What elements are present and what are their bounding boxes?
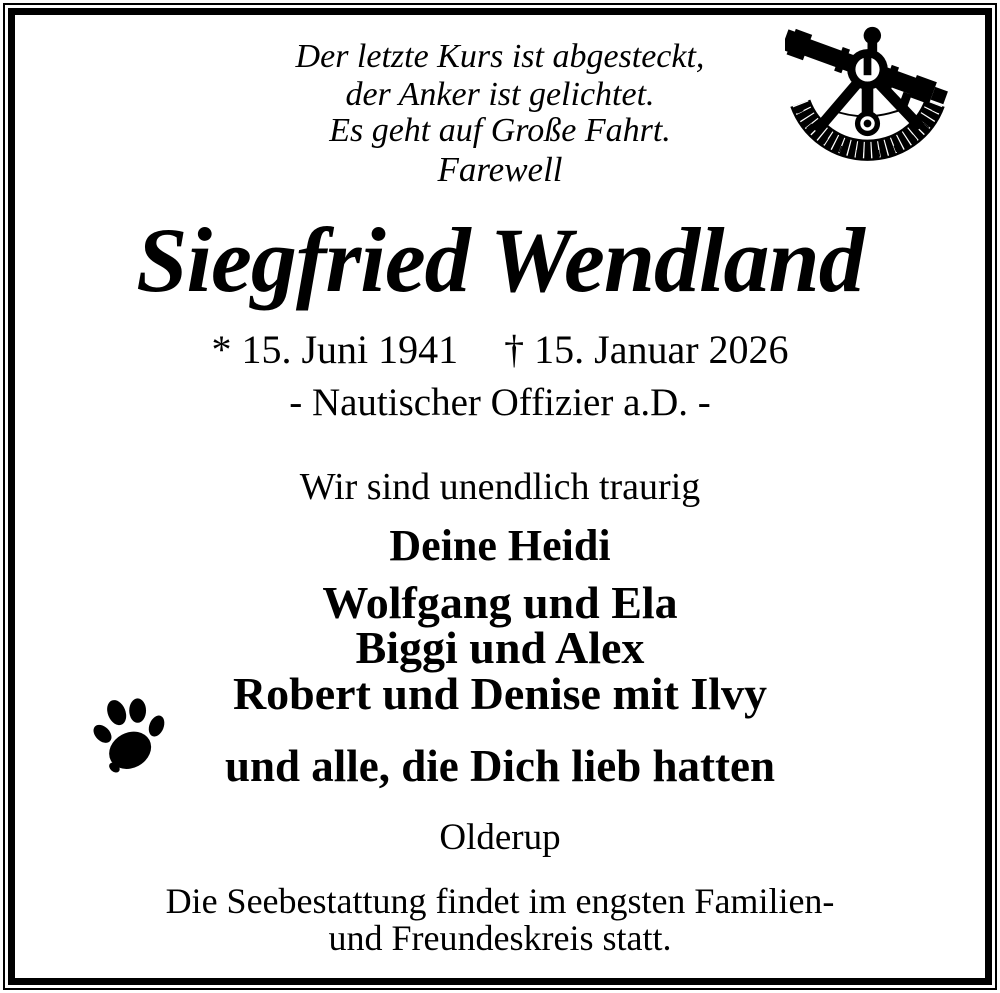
birth-date: * 15. Juni 1941 (211, 327, 459, 372)
death-date: † 15. Januar 2026 (504, 327, 789, 372)
inner-border (8, 8, 992, 985)
place: Olderup (439, 817, 561, 858)
outer-border (3, 3, 997, 990)
verse-line-3: Es geht auf Große Fahrt. (329, 112, 671, 149)
verse-farewell: Farewell (437, 150, 563, 189)
verse-line-2: der Anker ist gelichtet. (345, 76, 655, 113)
life-dates (15, 326, 985, 374)
paw-print-icon (93, 690, 177, 780)
mourner-line-2: Wolfgang und Ela (322, 577, 678, 628)
funeral-notice-line-2: und Freundeskreis statt. (328, 918, 672, 958)
mourner-line-3: Biggi und Alex (355, 622, 645, 673)
mourning-intro: Wir sind unendlich traurig (299, 466, 701, 508)
mourning-closing: und alle, die Dich lieb hatten (224, 741, 776, 791)
mourner-line-4: Robert und Denise mit Ilvy (232, 668, 768, 719)
profession: - Nautischer Offizier a.D. - (289, 381, 711, 424)
mourner-line-1: Deine Heidi (389, 521, 611, 570)
funeral-notice-line-1: Die Seebestattung findet im engsten Familien- (165, 881, 835, 921)
deceased-name: Siegfried Wendland (136, 209, 864, 311)
verse-line-1: Der letzte Kurs ist abgesteckt, (295, 38, 705, 75)
